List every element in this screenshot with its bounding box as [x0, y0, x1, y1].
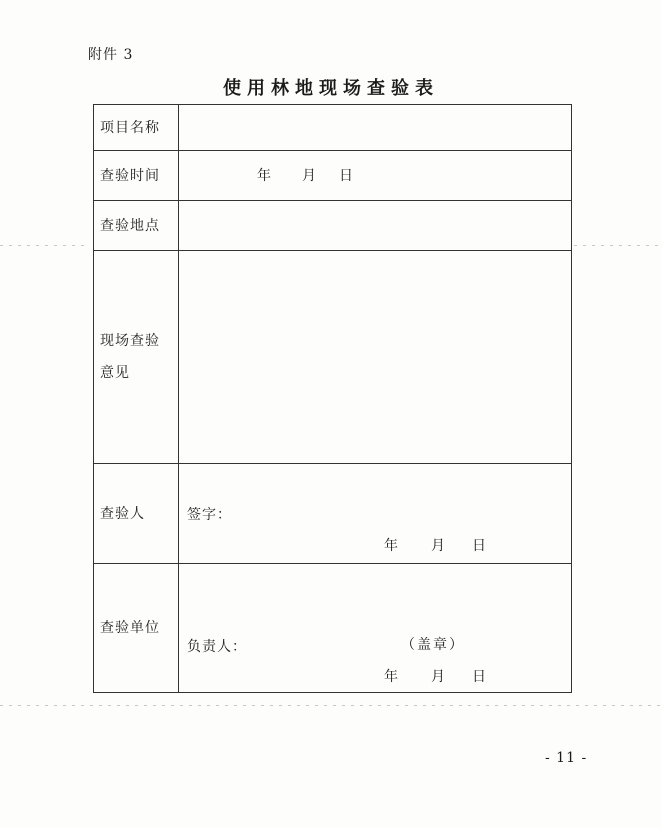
table-row-opinion	[94, 251, 572, 464]
inspection-date	[257, 165, 354, 185]
table-row-inspector	[94, 464, 572, 564]
inspector-field[interactable]	[179, 464, 572, 564]
unit-field[interactable]	[179, 564, 572, 693]
scan-artifact-line	[574, 245, 662, 246]
opinion-label	[94, 251, 179, 464]
inspection-place-field[interactable]	[179, 201, 572, 251]
inspection-time-field[interactable]	[179, 151, 572, 201]
opinion-label-line1: 现场查验	[100, 333, 160, 349]
inspection-time-label: 查验时间	[94, 151, 179, 201]
signature-label: 签字：	[187, 507, 232, 523]
month-label: 月	[431, 669, 446, 685]
opinion-field[interactable]	[179, 251, 572, 464]
attachment-label: 附件 3	[88, 47, 134, 63]
inspector-date	[384, 535, 487, 555]
table-row-project-name	[94, 105, 572, 151]
unit-date	[384, 666, 487, 686]
inspection-place-label: 查验地点	[94, 201, 179, 251]
month-label: 月	[302, 168, 317, 184]
table-row-unit	[94, 564, 572, 693]
scan-artifact-line	[0, 705, 662, 706]
opinion-label-line2: 意见	[100, 365, 130, 381]
inspection-form-table	[93, 104, 572, 693]
responsible-person-label: 负责人：	[187, 639, 247, 655]
scan-artifact-line	[0, 245, 90, 246]
table-row-inspection-place	[94, 201, 572, 251]
page-number: - 11 -	[545, 750, 588, 766]
unit-label: 查验单位	[94, 564, 179, 693]
year-label: 年	[384, 538, 399, 554]
day-label: 日	[472, 538, 487, 554]
document-title: 使用林地现场查验表	[223, 78, 439, 99]
inspector-label: 查验人	[94, 464, 179, 564]
day-label: 日	[472, 669, 487, 685]
project-name-label: 项目名称	[94, 105, 179, 151]
day-label: 日	[339, 168, 354, 184]
project-name-field[interactable]	[179, 105, 572, 151]
month-label: 月	[431, 538, 446, 554]
table-row-inspection-time	[94, 151, 572, 201]
year-label: 年	[257, 168, 272, 184]
year-label: 年	[384, 669, 399, 685]
seal-label: （盖章）	[401, 637, 465, 653]
